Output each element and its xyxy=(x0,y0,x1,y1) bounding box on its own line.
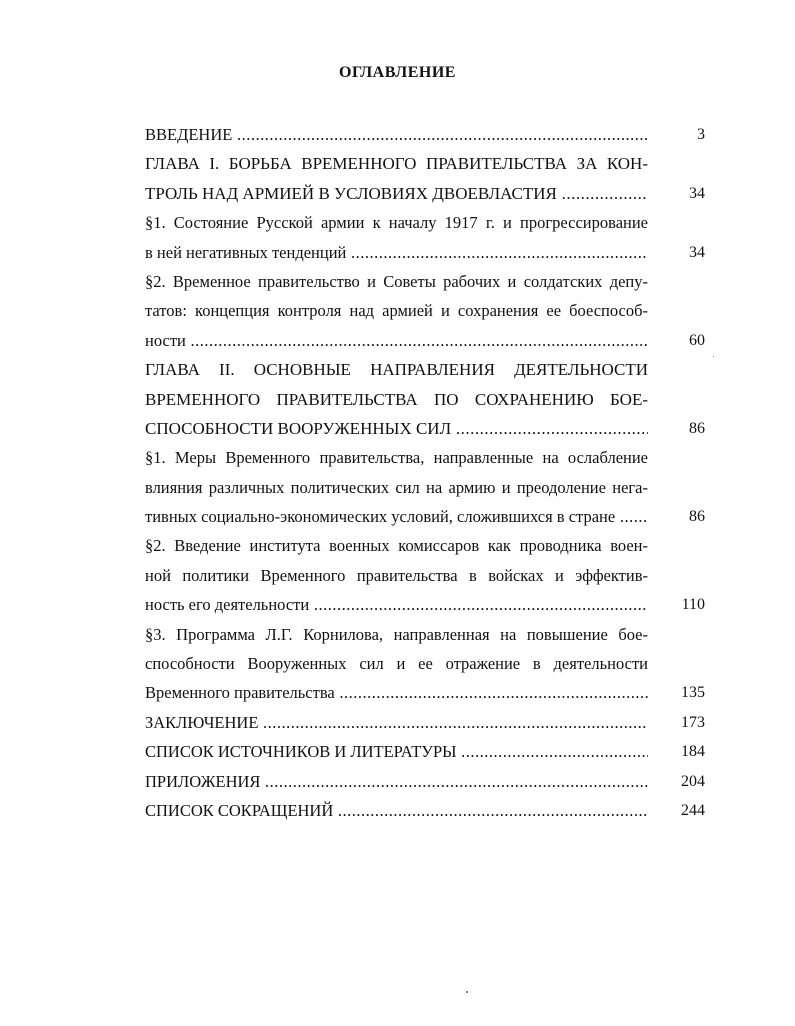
toc-entry-line: ГЛАВА II. ОСНОВНЫЕ НАПРАВЛЕНИЯ ДЕЯТЕЛЬНОСТИ xyxy=(145,360,648,380)
toc-entry-line: §1. Состояние Русской армии к началу 1917 г. и прогрессирование xyxy=(145,213,648,233)
toc-page-number: 86 xyxy=(689,419,705,437)
toc-entry[interactable] xyxy=(145,767,705,796)
toc-entry[interactable] xyxy=(145,531,705,619)
table-of-contents xyxy=(145,120,705,825)
toc-entry-line: тивных социально-экономических условий, сложившихся в стране ..... xyxy=(145,502,648,531)
toc-entry-line: влияния различных политических сил на армию и преодоление нега- xyxy=(145,477,648,497)
toc-entry-line: СПИСОК ИСТОЧНИКОВ И ЛИТЕРАТУРЫ ..... xyxy=(145,737,648,766)
toc-entry[interactable] xyxy=(145,443,705,531)
toc-entry-line: §2. Временное правительство и Советы рабочих и солдатских депу- xyxy=(145,271,648,291)
toc-entry-line: ВВЕДЕНИЕ ..... xyxy=(145,120,648,149)
toc-entry-line: §1. Меры Временного правительства, направленные на ослабление xyxy=(145,448,648,468)
toc-entry[interactable] xyxy=(145,708,705,737)
toc-page-number: 34 xyxy=(689,184,705,202)
toc-entry-line: СПОСОБНОСТИ ВООРУЖЕННЫХ СИЛ ..... xyxy=(145,414,648,443)
toc-entry[interactable] xyxy=(145,208,705,267)
toc-entry-line: §2. Введение института военных комиссаров как проводника воен- xyxy=(145,536,648,556)
toc-entry[interactable] xyxy=(145,355,705,443)
toc-entry[interactable] xyxy=(145,620,705,708)
toc-entry-line: ТРОЛЬ НАД АРМИЕЙ В УСЛОВИЯХ ДВОЕВЛАСТИЯ ..... xyxy=(145,179,648,208)
toc-entry[interactable] xyxy=(145,737,705,766)
toc-entry-line: ности ..... xyxy=(145,326,648,355)
toc-page-number: 204 xyxy=(681,772,705,790)
page-title: ОГЛАВЛЕНИЕ xyxy=(339,64,456,81)
toc-entry[interactable] xyxy=(145,149,705,208)
toc-entry-line: ность его деятельности ..... xyxy=(145,590,648,619)
toc-page-number: 110 xyxy=(681,596,705,614)
scan-speck xyxy=(713,356,714,357)
toc-page-number: 244 xyxy=(681,801,705,819)
toc-entry-line: татов: концепция контроля над армией и сохранения ее боеспособ- xyxy=(145,301,648,321)
toc-page-number: 60 xyxy=(689,331,705,349)
toc-entry-line: ной политики Временного правительства в войсках и эффектив- xyxy=(145,565,648,585)
toc-entry-line: ЗАКЛЮЧЕНИЕ ..... xyxy=(145,708,648,737)
toc-entry-line: ГЛАВА I. БОРЬБА ВРЕМЕННОГО ПРАВИТЕЛЬСТВА ЗА КОН- xyxy=(145,154,648,174)
toc-entry-line: СПИСОК СОКРАЩЕНИЙ ..... xyxy=(145,796,648,825)
toc-entry-line: ПРИЛОЖЕНИЯ ..... xyxy=(145,767,648,796)
toc-entry-line: ВРЕМЕННОГО ПРАВИТЕЛЬСТВА ПО СОХРАНЕНИЮ БОЕ- xyxy=(145,389,648,409)
toc-entry[interactable] xyxy=(145,267,705,355)
toc-entry-line: Временного правительства ..... xyxy=(145,678,648,707)
toc-entry[interactable] xyxy=(145,796,705,825)
toc-page-number: 184 xyxy=(681,743,705,761)
toc-entry-line: §3. Программа Л.Г. Корнилова, направленная на повышение бое- xyxy=(145,624,648,644)
toc-page-number: 135 xyxy=(681,684,705,702)
toc-entry[interactable] xyxy=(145,120,705,149)
toc-page-number: 86 xyxy=(689,508,705,526)
toc-page-number: 34 xyxy=(689,243,705,261)
scan-speck xyxy=(466,991,468,993)
toc-page-number: 3 xyxy=(697,126,705,143)
toc-entry-line: способности Вооруженных сил и ее отражение в деятельности xyxy=(145,654,648,674)
toc-entry-line: в ней негативных тенденций ..... xyxy=(145,238,648,267)
toc-page-number: 173 xyxy=(681,713,705,731)
